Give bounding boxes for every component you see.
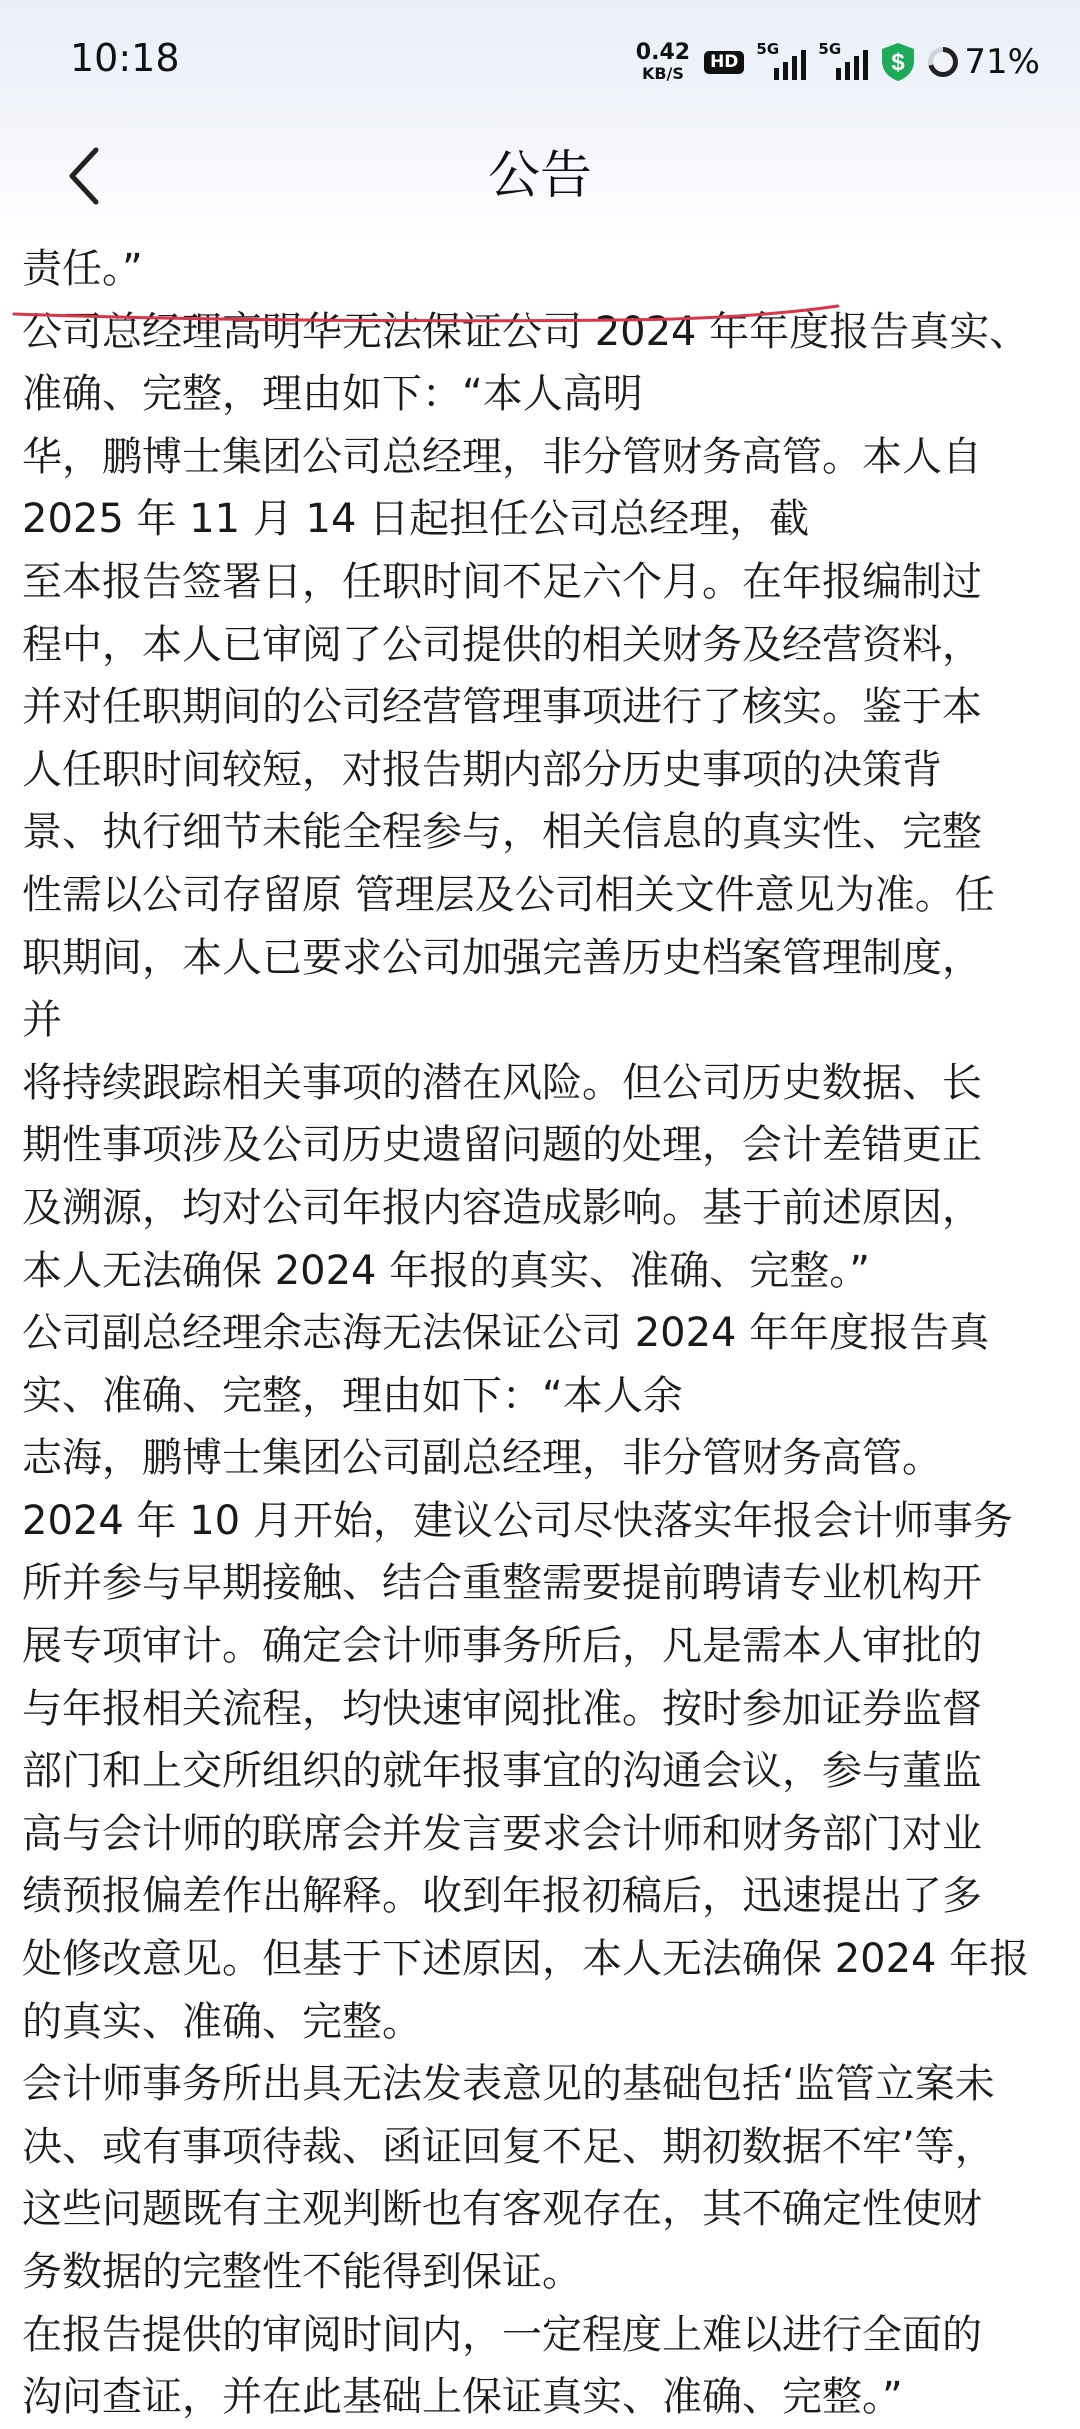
content-line: 至本报告签署日，任职时间不足六个月。在年报编制过 (22, 558, 982, 605)
content-line: 会计师事务所出具无法发表意见的基础包括‘监管立案未 (22, 2061, 995, 2108)
content-line: 与年报相关流程，均快速审阅批准。按时参加证券监督 (22, 1685, 982, 1732)
shield-dollar-icon (880, 42, 916, 82)
content-line: 务数据的完整性不能得到保证。 (22, 2249, 582, 2295)
signal-bars (836, 50, 868, 80)
announcement-content (22, 238, 1062, 2429)
content-line: 的真实、准确、完整。 (22, 1998, 422, 2045)
content-line: 所并参与早期接触、结合重整需要提前聘请专业机构开 (22, 1560, 982, 1607)
content-line: 准确、完整，理由如下：“本人高明 (22, 371, 643, 418)
network-speed (636, 42, 690, 82)
back-button[interactable] (54, 140, 114, 212)
content-line: 职期间，本人已要求公司加强完善历史档案管理制度， (22, 934, 982, 981)
content-line: 并对任职期间的公司经营管理事项进行了核实。鉴于本 (22, 684, 982, 731)
content-line: 处修改意见。但基于下述原因，本人无法确保 2024 年报 (22, 1936, 1030, 1983)
network-speed-value: 0.42 (635, 40, 691, 65)
content-line: 这些问题既有主观判断也有客观存在，其不确定性使财 (22, 2186, 982, 2233)
signal-5g-icon (756, 40, 806, 80)
svg-text:$: $ (891, 49, 906, 76)
content-line: 展专项审计。确定会计师事务所后，凡是需本人审批的 (22, 1623, 982, 1670)
content-line: 景、执行细节未能全程参与，相关信息的真实性、完整 (22, 809, 982, 856)
content-line: 人任职时间较短，对报告期内部分历史事项的决策背 (22, 746, 942, 793)
content-line: 程中，本人已审阅了公司提供的相关财务及经营资料， (22, 621, 982, 668)
chevron-left-icon (62, 144, 106, 208)
battery-indicator (928, 42, 1040, 82)
status-bar (0, 0, 1080, 120)
page-title: 公告 (487, 146, 592, 206)
content-line: 志海，鹏博士集团公司副总经理，非分管财务高管。 (22, 1435, 942, 1482)
content-line: 沟问查证，并在此基础上保证真实、准确、完整。” (22, 2374, 903, 2421)
content-line: 决、或有事项待裁、函证回复不足、期初数据不牢’等， (22, 2123, 995, 2170)
content-line: 及溯源，均对公司年报内容造成影响。基于前述原因， (22, 1184, 982, 1231)
battery-percent: 71% (964, 42, 1040, 82)
hd-icon: HD (704, 51, 744, 74)
signal-label: 5G (756, 40, 780, 58)
content-line: 实、准确、完整，理由如下：“本人余 (22, 1372, 683, 1419)
battery-ring-icon (928, 47, 958, 77)
status-time: 10:18 (70, 36, 180, 80)
status-icons (636, 38, 1040, 86)
content-line: 本人无法确保 2024 年报的真实、准确、完整。” (22, 1247, 870, 1294)
content-line: 责任。” (22, 246, 143, 292)
signal-bars (774, 50, 806, 80)
content-line: 在报告提供的审阅时间内，一定程度上难以进行全面的 (22, 2311, 982, 2358)
signal-5g-icon (818, 40, 868, 80)
content-line: 将持续跟踪相关事项的潜在风险。但公司历史数据、长 (22, 1059, 982, 1106)
content-line: 部门和上交所组织的就年报事宜的沟通会议，参与董监 (22, 1748, 982, 1795)
network-speed-unit: KB/S (641, 64, 684, 83)
content-line: 2025 年 11 月 14 日起担任公司总经理，截 (22, 496, 810, 543)
content-line: 公司总经理高明华无法保证公司 2024 年年度报告真实、 (22, 308, 1030, 355)
content-line: 期性事项涉及公司历史遗留问题的处理，会计差错更正 (22, 1122, 982, 1169)
content-line: 公司副总经理余志海无法保证公司 2024 年年度报告真 (22, 1310, 990, 1357)
signal-label: 5G (818, 40, 842, 58)
content-line: 性需以公司存留原 管理层及公司相关文件意见为准。任 (22, 871, 995, 918)
content-line: 2024 年 10 月开始，建议公司尽快落实年报会计师事务 (22, 1497, 1013, 1544)
content-line: 华，鹏博士集团公司总经理，非分管财务高管。本人自 (22, 433, 982, 480)
content-line: 高与会计师的联席会并发言要求会计师和财务部门对业 (22, 1810, 982, 1857)
content-line: 并 (22, 997, 62, 1044)
content-line: 绩预报偏差作出解释。收到年报初稿后，迅速提出了多 (22, 1873, 982, 1920)
